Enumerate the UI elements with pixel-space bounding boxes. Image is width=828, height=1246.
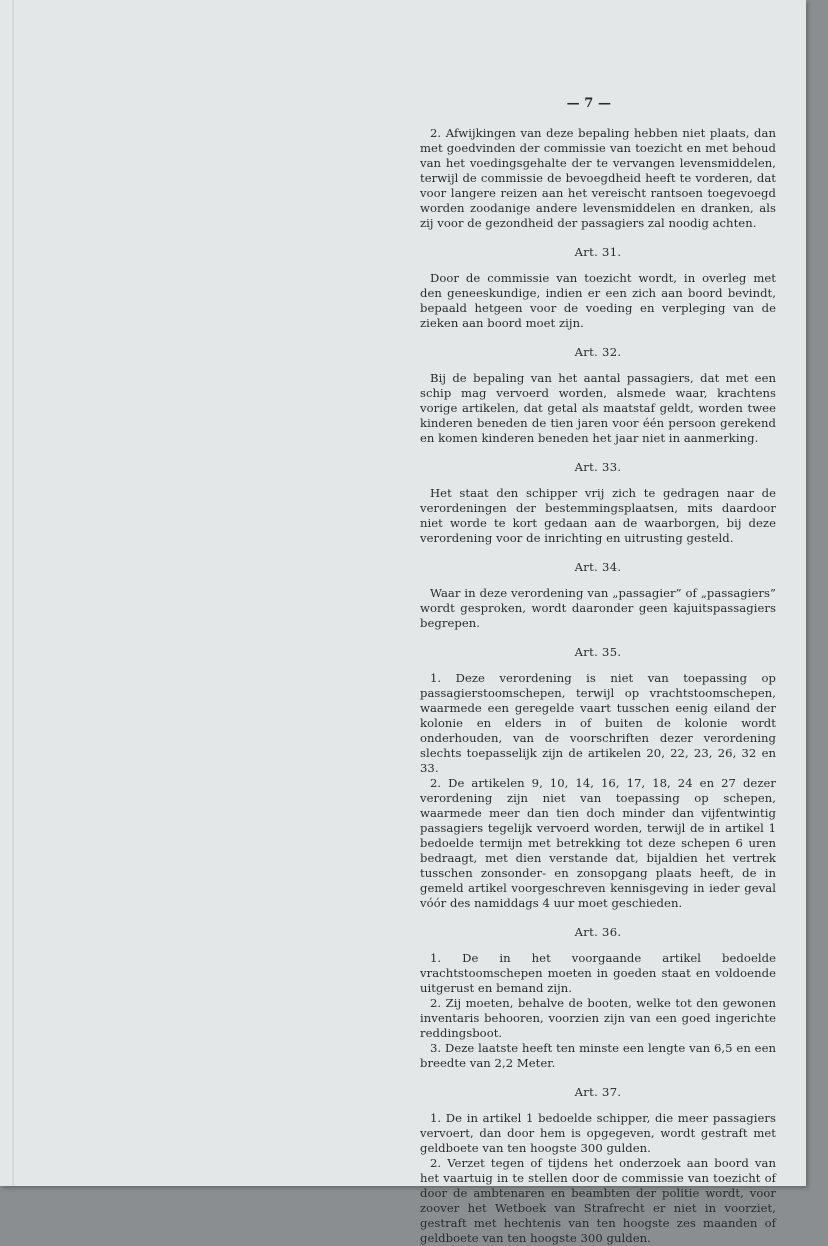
paragraph: 2. Zij moeten, behalve de booten, welke tot den gewonen inventaris behooren, voorzien zijn van een goed ingerichte reddingsboot. <box>420 996 776 1040</box>
article-heading: Art. 34. <box>574 560 622 574</box>
paragraph: 1. De in artikel 1 bedoelde schipper, die meer passagiers vervoert, dan door hem is opgegeven, wordt gestraft met geldboete van ten hoogste 300 gulden. <box>420 1111 776 1155</box>
paragraph: Bij de bepaling van het aantal passagiers, dat met een schip mag vervoerd worden, alsmede waar, krachtens vorige artikelen, dat getal als maatstaf geldt, worden twee kinderen beneden de tien jaren voor één persoon gerekend en komen kinderen beneden het jaar niet in aanmerking. <box>420 371 776 445</box>
paragraph: 2. Verzet tegen of tijdens het onderzoek aan boord van het vaartuig in te stellen door de commissie van toezicht of door de ambtenaren en beambten der politie wordt, voor zoover het Wetboek van Strafrecht er niet in voorziet, gestraft met hechtenis van ten hoogste zes maanden of geldboete van ten hoogste 300 gulden. <box>420 1156 776 1245</box>
paragraph: 1. De in het voorgaande artikel bedoelde vrachtstoomschepen moeten in goeden staat en voldoende uitgerust en bemand zijn. <box>420 951 776 995</box>
article-heading: Art. 33. <box>574 460 622 474</box>
page-number: — 7 — <box>566 96 611 111</box>
text-column <box>420 96 776 1246</box>
paragraph: 2. Afwijkingen van deze bepaling hebben niet plaats, dan met goedvinden der commissie van toezicht en met behoud van het voedingsgehalte der te vervangen levensmiddelen, terwijl de commissie de bevoegdheid heeft te vorderen, dat voor langere reizen aan het vereischt rantsoen toegevoegd worden zoodanige andere levensmiddelen en dranken, als zij voor de gezondheid der passagiers zal noodig achten. <box>420 126 776 230</box>
article-heading: Art. 37. <box>574 1085 622 1099</box>
article-heading: Art. 36. <box>574 925 622 939</box>
paragraph: 2. De artikelen 9, 10, 14, 16, 17, 18, 24 en 27 dezer verordening zijn niet van toepassing op schepen, waarmede meer dan tien doch minder dan vijfentwintig passagiers tegelijk vervoerd worden, terwijl de in artikel 1 bedoelde termijn met betrekking tot deze schepen 6 uren bedraagt, met dien verstande dat, bijaldien het vertrek tusschen zonsonder- en zonsopgang plaats heeft, de in gemeld artikel voorgeschreven kennisgeving in ieder geval vóór des namiddags 4 uur moet geschieden. <box>420 776 776 910</box>
paragraph: Het staat den schipper vrij zich te gedragen naar de verordeningen der bestemmingsplaatsen, mits daardoor niet worde te kort gedaan aan de waarborgen, bij deze verordening voor de inrichting en uitrusting gesteld. <box>420 486 776 545</box>
article-heading: Art. 31. <box>574 245 622 259</box>
paragraph: Waar in deze verordening van „passagier” of „passagiers” wordt gesproken, wordt daaronder geen kajuitspassagiers begrepen. <box>420 586 776 630</box>
paragraph: Door de commissie van toezicht wordt, in overleg met den geneeskundige, indien er een zich aan boord bevindt, bepaald hetgeen voor de voeding en verpleging van de zieken aan boord moet zijn. <box>420 271 776 330</box>
paragraph: 3. Deze laatste heeft ten minste een lengte van 6,5 en een breedte van 2,2 Meter. <box>420 1041 776 1070</box>
article-heading: Art. 32. <box>574 345 622 359</box>
page-fold-line <box>12 0 14 1186</box>
article-heading: Art. 35. <box>574 645 622 659</box>
paragraph: 1. Deze verordening is niet van toepassing op passagierstoomschepen, terwijl op vrachtstoomschepen, waarmede een geregelde vaart tusschen eenig eiland der kolonie en elders in of buiten de kolonie wordt onderhouden, van de voorschriften dezer verordening slechts toepasselijk zijn de artikelen 20, 22, 23, 26, 32 en 33. <box>420 671 776 775</box>
